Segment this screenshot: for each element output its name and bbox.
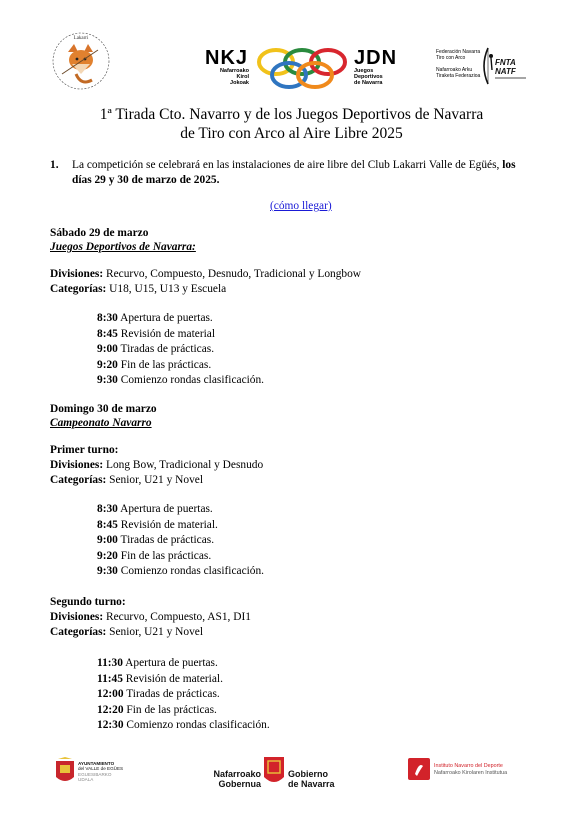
schedule-desc: Apertura de puertas. (117, 312, 213, 324)
schedule-desc: Tiradas de prácticas. (117, 534, 215, 547)
jdn-line2: Deportivos (354, 74, 383, 80)
categories-value: Senior, U21 y Novel (106, 474, 203, 486)
schedule-desc: Revisión de material. (122, 672, 223, 685)
schedule-desc: Comienzo rondas clasificación. (117, 565, 265, 578)
ayto-line3: EGUESIBARKO (78, 772, 112, 777)
gob-left2: Gobernua (218, 779, 261, 789)
gob-right2: de Navarra (288, 779, 335, 789)
schedule-time: 9:20 (97, 358, 118, 371)
turn2-label: Segundo turno: (50, 596, 126, 608)
jdn-line1: Juegos (354, 68, 374, 74)
nkj-abbr: NKJ (205, 47, 249, 69)
gobierno-navarra-logo (206, 755, 346, 791)
schedule-desc: Comienzo rondas clasificación. (117, 374, 265, 387)
schedule-time: 9:00 (97, 343, 118, 356)
jdn-line3: de Navarra (354, 80, 383, 86)
schedule-desc: Revisión de material. (117, 518, 218, 531)
schedule-desc: Comienzo rondas clasificación. (123, 719, 270, 732)
turn1-schedule (97, 502, 264, 580)
schedule-desc: Fin de las prácticas. (117, 358, 212, 371)
schedule-row (97, 656, 270, 672)
nkj-line1: Nafarroako (219, 68, 249, 74)
ind-line2: Nafarroako Kirolaren Institutua (434, 770, 508, 776)
schedule-row (97, 564, 264, 580)
schedule-desc: Revisión de material (117, 327, 216, 340)
schedule-row (97, 342, 264, 358)
turn1-categories (50, 473, 203, 489)
saturday-subheading: Juegos Deportivos de Navarra: (50, 241, 196, 253)
categories-label: Categorías: (50, 283, 107, 295)
schedule-desc: Tiradas de prácticas. (117, 343, 215, 356)
schedule-time: 9:00 (97, 534, 118, 547)
schedule-row (97, 718, 270, 734)
federation-line3: Nafarroako Arku (436, 67, 473, 73)
divisions-label: Divisiones: (50, 459, 104, 471)
gob-right1: Gobierno (288, 769, 328, 779)
lakarri-club-logo (48, 30, 114, 92)
divisions-value: Recurvo, Compuesto, Desnudo, Tradicional y Longbow (103, 268, 362, 280)
schedule-row (97, 327, 264, 343)
federation-line1: Federación Navarra (436, 49, 481, 55)
fnta-abbr: FNTA (495, 58, 516, 67)
schedule-time: 9:20 (97, 549, 118, 562)
schedule-row (97, 533, 264, 549)
games-rings-logo (252, 46, 352, 90)
schedule-time: 12:20 (97, 703, 124, 716)
schedule-row (97, 502, 264, 518)
title-line1: 1ª Tirada Cto. Navarro y de los Juegos Deportivos de Navarra (99, 106, 484, 123)
categories-value: U18, U15, U13 y Escuela (106, 283, 227, 295)
schedule-time: 8:30 (97, 503, 118, 515)
turn2-divisions (50, 610, 251, 626)
turn1-divisions (50, 458, 263, 474)
turn2-schedule (97, 656, 270, 734)
sunday-heading: Domingo 30 de marzo (50, 403, 157, 415)
fnta-archer-logo (482, 44, 528, 88)
jdn-logo (354, 48, 404, 86)
item1-dates: días 29 y 30 de marzo de 2025. (72, 174, 220, 186)
ayto-line4: UDALA (78, 777, 94, 782)
schedule-row (97, 373, 264, 389)
divisions-value: Recurvo, Compuesto, AS1, DI1 (103, 611, 251, 623)
schedule-desc: Fin de las prácticas. (123, 703, 217, 716)
schedule-desc: Fin de las prácticas. (117, 549, 212, 562)
schedule-time: 12:00 (97, 688, 124, 701)
schedule-desc: Apertura de puertas. (117, 503, 213, 515)
saturday-categories (50, 282, 226, 298)
jdn-abbr: JDN (354, 47, 398, 69)
divisions-value: Long Bow, Tradicional y Desnudo (103, 459, 264, 471)
natf-abbr: NATF (495, 67, 516, 76)
categories-label: Categorías: (50, 626, 107, 638)
turn1-label: Primer turno: (50, 444, 119, 456)
ayuntamiento-egues-logo (54, 757, 144, 787)
schedule-desc: Apertura de puertas. (122, 657, 218, 669)
schedule-time: 12:30 (97, 719, 124, 732)
sunday-subheading: Campeonato Navarro (50, 417, 152, 429)
schedule-time: 11:30 (97, 657, 123, 669)
gob-left1: Nafarroako (213, 769, 261, 779)
categories-value: Senior, U21 y Novel (106, 626, 203, 638)
schedule-row (97, 549, 264, 565)
nkj-line2: Kirol (236, 74, 249, 80)
item1-body: La competición se celebrará en las instalaciones de aire libre del Club Lakarri Valle de Egüés, (72, 159, 503, 171)
ind-line1: Instituto Navarro del Deporte (434, 763, 503, 769)
saturday-schedule (97, 311, 264, 389)
nkj-line3: Jokoak (230, 80, 249, 86)
schedule-row (97, 672, 270, 688)
lakarri-logo-text: Lakarri (73, 36, 89, 41)
schedule-row (97, 518, 264, 534)
divisions-label: Divisiones: (50, 611, 104, 623)
federation-line4: Tiraketa Federazioa (436, 73, 481, 79)
turn2-categories (50, 625, 203, 641)
schedule-time: 9:30 (97, 565, 118, 578)
document-title (40, 105, 543, 143)
ayto-line2: del VALLE de EGÜES (78, 766, 124, 771)
item1-bold-tail: los (502, 159, 516, 171)
title-line2: de Tiro con Arco al Aire Libre 2025 (180, 125, 403, 142)
schedule-row (97, 311, 264, 327)
categories-label: Categorías: (50, 474, 107, 486)
item-number: 1. (50, 159, 59, 171)
divisions-label: Divisiones: (50, 268, 104, 280)
ayto-line1: AYUNTAMIENTO (78, 761, 115, 766)
schedule-time: 8:45 (97, 518, 118, 531)
schedule-time: 8:30 (97, 312, 118, 324)
schedule-row (97, 358, 264, 374)
schedule-time: 9:30 (97, 374, 118, 387)
directions-link[interactable]: (cómo llegar) (270, 200, 332, 212)
schedule-row (97, 703, 270, 719)
schedule-desc: Tiradas de prácticas. (123, 688, 220, 701)
item1-text (72, 158, 516, 174)
saturday-heading: Sábado 29 de marzo (50, 227, 149, 239)
nkj-logo (205, 48, 253, 86)
federation-line2: Tiro con Arco (436, 55, 466, 61)
instituto-deporte-logo (408, 756, 538, 782)
schedule-time: 8:45 (97, 327, 118, 340)
saturday-divisions (50, 267, 361, 283)
schedule-row (97, 687, 270, 703)
schedule-time: 11:45 (97, 672, 123, 685)
federation-text (436, 49, 486, 79)
